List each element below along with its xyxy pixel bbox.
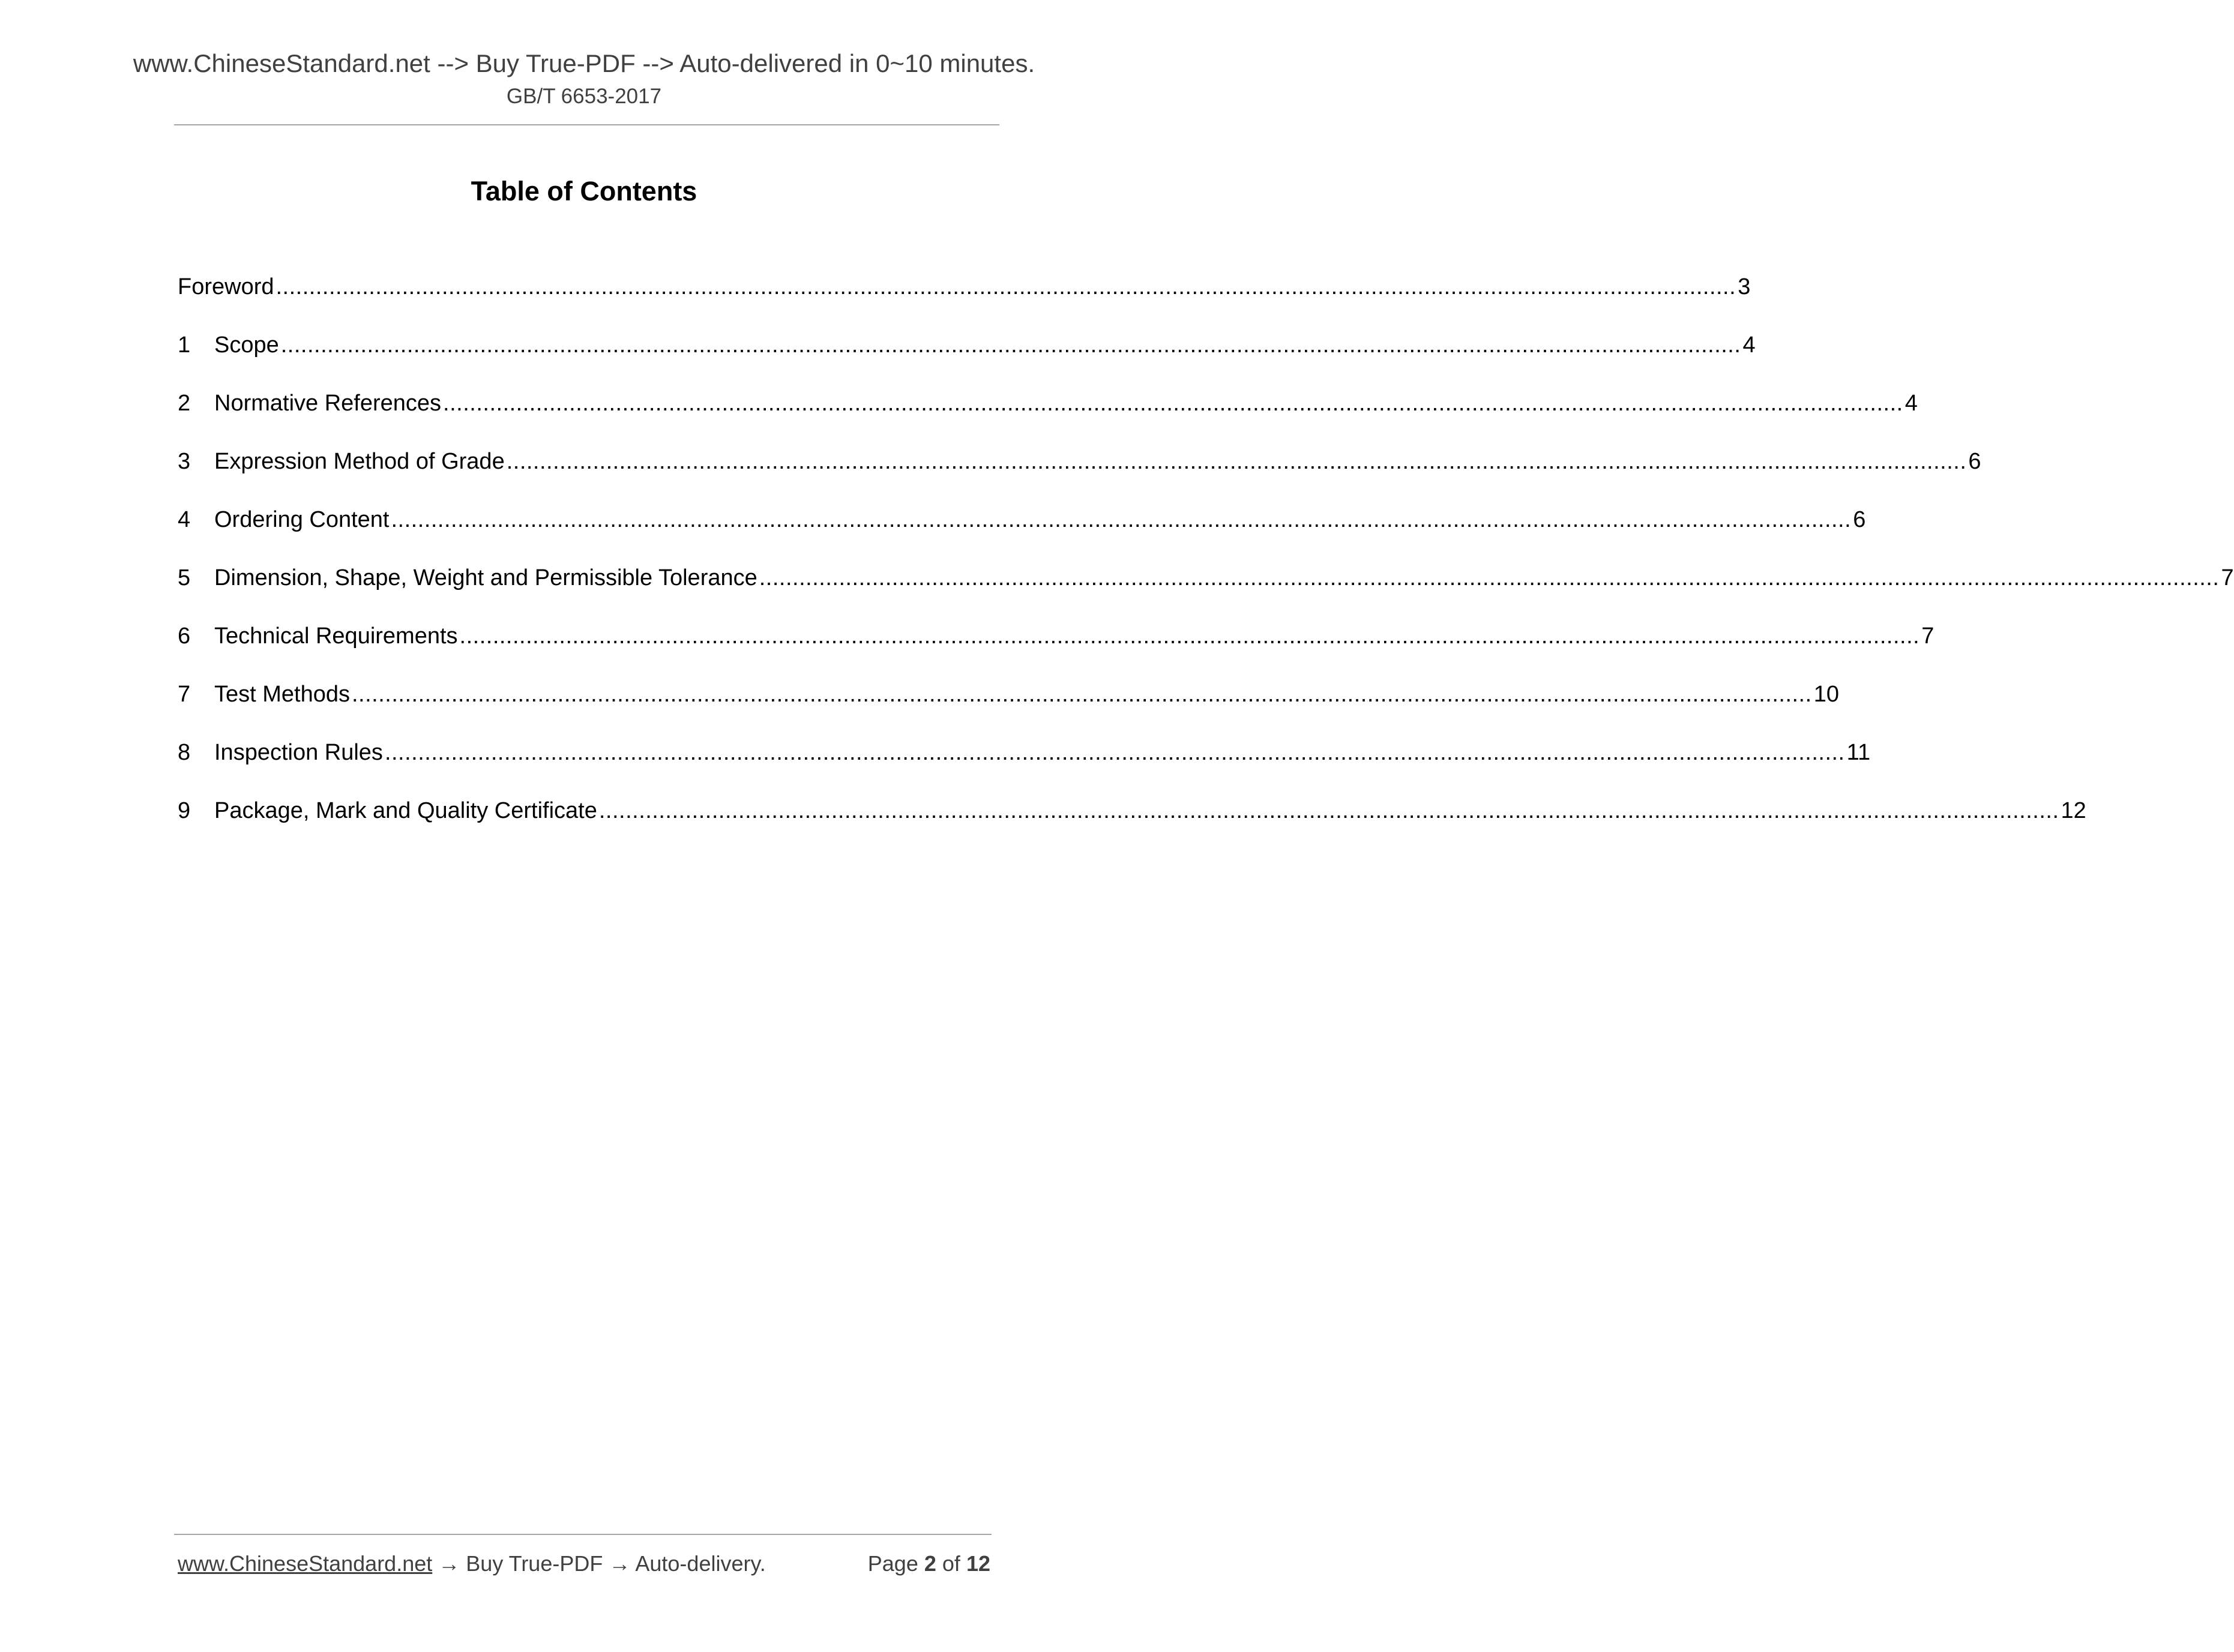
- toc-entry-expression-method[interactable]: [178, 443, 1981, 502]
- toc-leader-dots: ............................................................................................................................................................................................................................: [506, 449, 1967, 474]
- header-banner: www.ChineseStandard.net --> Buy True-PDF --> Auto-delivered in 0~10 minutes.: [133, 49, 1035, 77]
- toc-entry-number: 4: [178, 507, 191, 532]
- toc-leader-dots: ............................................................................................................................................................................................................................: [759, 565, 2220, 590]
- footer-promo: [178, 1547, 766, 1581]
- toc-entry-page: 3: [1738, 274, 1751, 299]
- toc-entry-page: 6: [1968, 449, 1981, 474]
- toc-entry-page: 10: [1813, 682, 1839, 707]
- toc-leader-dots: ............................................................................................................................................................................................................................: [391, 507, 1852, 532]
- toc-leader-dots: ............................................................................................................................................................................................................................: [352, 682, 1812, 707]
- toc-entry-number: 7: [178, 682, 191, 707]
- toc-entry-number: 9: [178, 798, 191, 823]
- toc-entry-label: Scope: [214, 332, 279, 358]
- footer-buy-text: Buy True-PDF: [466, 1551, 603, 1576]
- toc-entry-page: 4: [1904, 391, 1918, 416]
- toc-entry-number: 1: [178, 332, 191, 358]
- toc-entry-dimension-shape[interactable]: [178, 560, 2234, 618]
- total-page-count: 12: [966, 1551, 990, 1576]
- toc-leader-dots: ............................................................................................................................................................................................................................: [459, 623, 1920, 649]
- toc-leader-dots: ............................................................................................................................................................................................................................: [598, 798, 2059, 823]
- document-code: GB/T 6653-2017: [506, 85, 662, 108]
- toc-entry-inspection-rules[interactable]: [178, 734, 1871, 793]
- toc-entry-page: 6: [1853, 507, 1866, 532]
- footer-delivery-text: Auto-delivery.: [635, 1551, 766, 1576]
- current-page-number: 2: [924, 1551, 936, 1576]
- toc-entry-scope[interactable]: [178, 327, 1756, 385]
- footer-divider: [174, 1534, 992, 1535]
- toc-entry-label: Normative References: [214, 391, 442, 416]
- toc-entry-number: 8: [178, 740, 191, 765]
- toc-entry-label: Test Methods: [214, 682, 350, 707]
- toc-entry-number: 6: [178, 623, 191, 649]
- toc-entry-label: Technical Requirements: [214, 623, 458, 649]
- toc-entry-number: 2: [178, 391, 191, 416]
- toc-entry-page: 4: [1742, 332, 1756, 358]
- toc-entry-technical-requirements[interactable]: [178, 618, 1934, 676]
- toc-entry-package-mark[interactable]: [178, 793, 2086, 851]
- toc-entry-number: 5: [178, 565, 191, 590]
- toc-entry-test-methods[interactable]: [178, 676, 1839, 734]
- toc-leader-dots: ............................................................................................................................................................................................................................: [443, 391, 1903, 416]
- toc-entry-label: Ordering Content: [214, 507, 390, 532]
- toc-entry-normative-references[interactable]: [178, 385, 1918, 443]
- of-word: of: [942, 1551, 960, 1576]
- toc-entry-label: Dimension, Shape, Weight and Permissible Tolerance: [214, 565, 757, 590]
- toc-entry-label: Expression Method of Grade: [214, 449, 505, 474]
- toc-entry-number: 3: [178, 449, 191, 474]
- toc-entry-page: 12: [2061, 798, 2086, 823]
- toc-leader-dots: ............................................................................................................................................................................................................................: [275, 274, 1736, 299]
- header-divider: [174, 124, 999, 125]
- toc-leader-dots: ............................................................................................................................................................................................................................: [280, 332, 1741, 358]
- footer-site-link[interactable]: www.ChineseStandard.net: [178, 1551, 433, 1576]
- page-word: Page: [867, 1551, 918, 1576]
- toc-entry-label: Foreword: [178, 274, 274, 299]
- toc-leader-dots: ............................................................................................................................................................................................................................: [384, 740, 1845, 765]
- toc-entry-label: Inspection Rules: [214, 740, 383, 765]
- toc-entry-foreword[interactable]: [178, 269, 1751, 327]
- arrow-right-icon: →: [438, 1551, 460, 1576]
- toc-list: [178, 269, 2234, 851]
- toc-entry-label: Package, Mark and Quality Certificate: [214, 798, 597, 823]
- toc-entry-page: 11: [1846, 740, 1871, 765]
- toc-entry-page: 7: [1921, 623, 1934, 649]
- arrow-right-icon: →: [609, 1551, 631, 1576]
- toc-entry-ordering-content[interactable]: [178, 502, 1866, 560]
- page-indicator: [840, 1547, 990, 1581]
- toc-title: Table of Contents: [471, 176, 697, 206]
- toc-entry-page: 7: [2221, 565, 2234, 590]
